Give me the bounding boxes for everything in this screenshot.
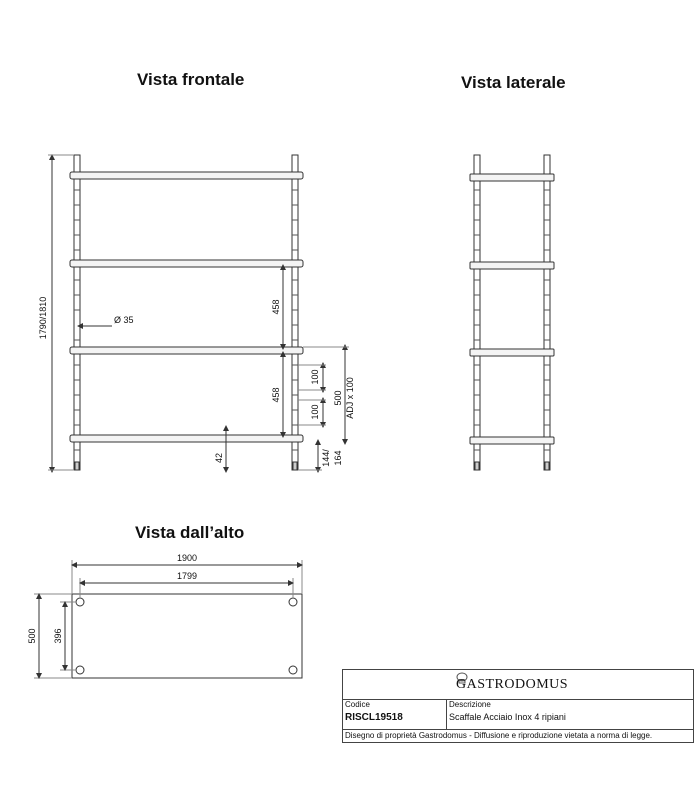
title-block-logo-row [343, 670, 693, 700]
foot-height-a-text: 144/ [321, 449, 331, 467]
code-label: Codice [345, 700, 370, 709]
description-label: Descrizione [449, 700, 491, 709]
side-view [470, 155, 554, 470]
front-left-post [74, 155, 80, 470]
adj-step-lower-text: 100 [310, 404, 320, 420]
top-view-title: Vista dall’alto [135, 523, 245, 542]
front-view [48, 155, 349, 470]
front-shelf-4 [70, 435, 303, 442]
side-shelf-2 [470, 262, 554, 269]
top-shelf-outline [72, 594, 302, 678]
front-right-foot [293, 462, 297, 470]
bottom-clearance-text: 42 [214, 452, 224, 464]
top-overall-depth-text: 500 [27, 628, 37, 644]
front-post-notches [74, 190, 298, 450]
code-value: RISCL19518 [345, 712, 403, 723]
spacing-lower-text: 458 [271, 387, 281, 403]
front-shelf-1 [70, 172, 303, 179]
front-right-post [292, 155, 298, 470]
side-view-title: Vista laterale [461, 73, 566, 92]
front-shelf-3 [70, 347, 303, 354]
ownership-notice: Disegno di proprietà Gastrodomus - Diffusione e riproduzione vietata a norma di legge. [345, 731, 653, 740]
top-view [34, 560, 302, 678]
side-shelf-4 [470, 437, 554, 444]
front-view-title: Vista frontale [137, 70, 245, 89]
top-overall-width-text: 1900 [176, 553, 198, 563]
adjust-range-text: 500 [333, 390, 343, 406]
side-shelf-1 [470, 174, 554, 181]
top-inner-width-text: 1799 [176, 571, 198, 581]
adjust-label-text: ADJ x 100 [345, 377, 355, 419]
title-block [342, 669, 694, 743]
title-block-info-row [343, 699, 693, 730]
front-left-foot [75, 462, 79, 470]
foot-height-b-text: 164 [333, 450, 343, 466]
code-cell [343, 699, 447, 729]
overall-height-text: 1790/1810 [38, 296, 48, 340]
brand-logo: GASTRODOMUS [456, 677, 569, 692]
side-right-post [544, 155, 550, 470]
side-shelf-3 [470, 349, 554, 356]
description-value: Scaffale Acciaio Inox 4 ripiani [449, 712, 566, 722]
adj-step-upper-text: 100 [310, 369, 320, 385]
diameter-text: Ø 35 [114, 315, 134, 325]
front-shelf-2 [70, 260, 303, 267]
top-inner-depth-text: 396 [53, 628, 63, 644]
side-left-post [474, 155, 480, 470]
description-cell [447, 699, 693, 729]
spacing-upper-text: 458 [271, 299, 281, 315]
